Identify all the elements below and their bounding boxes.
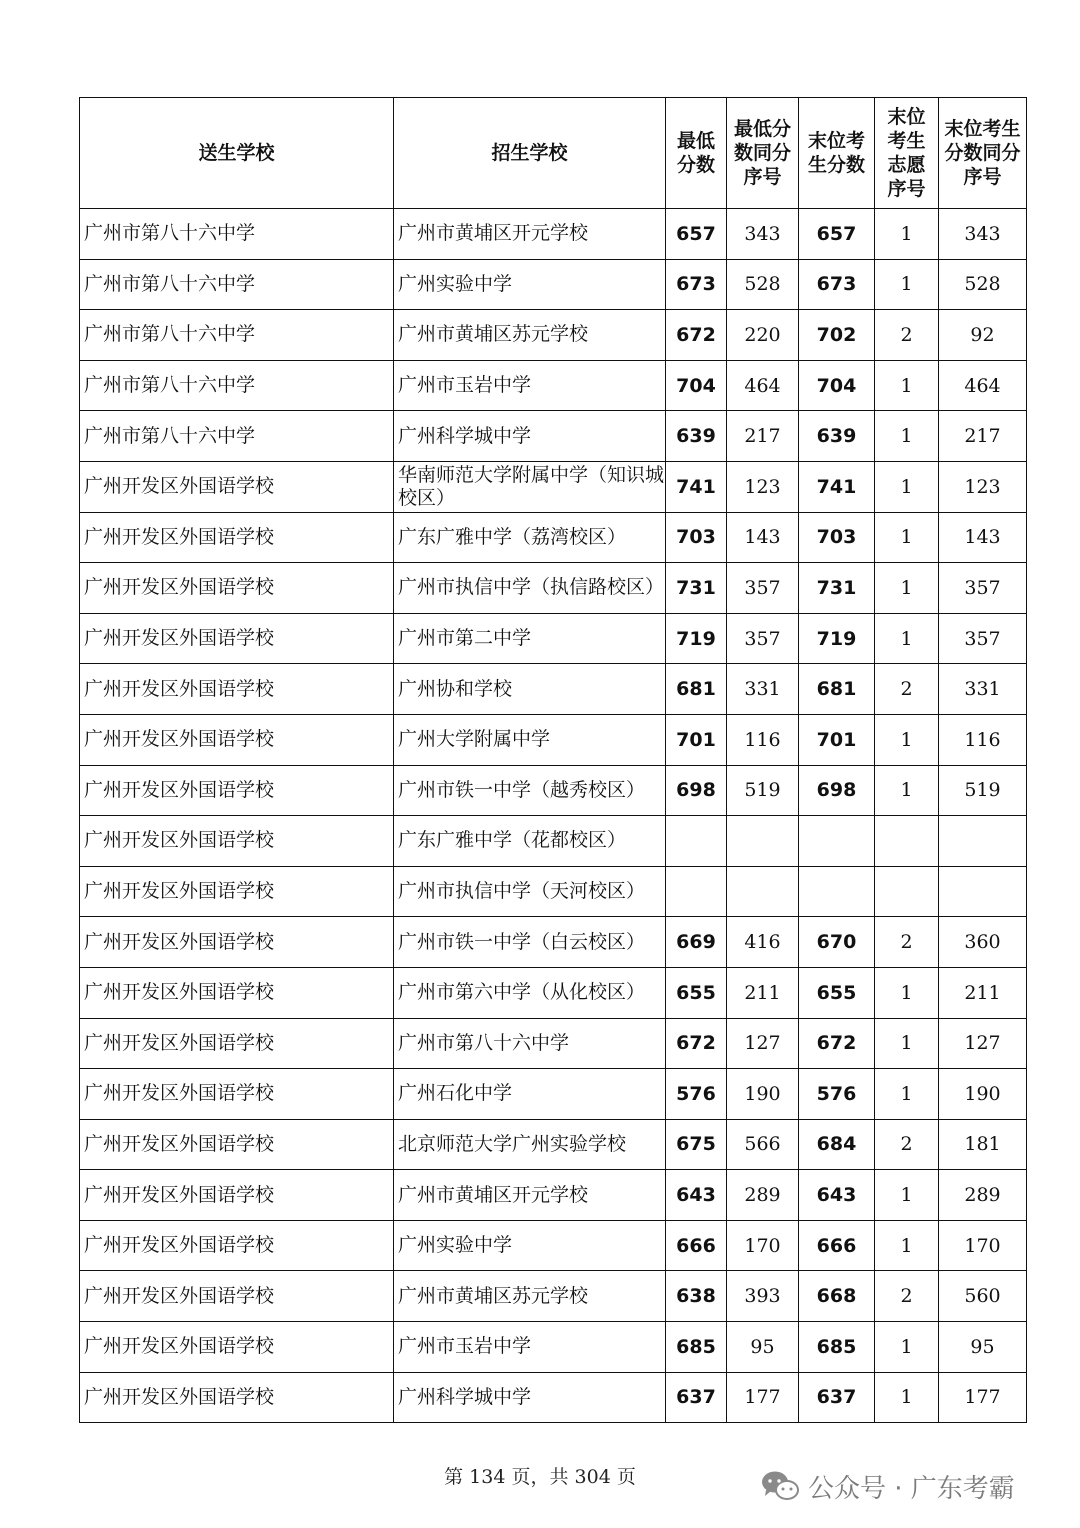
table-row <box>80 967 1027 1018</box>
cell-last-score: 681 <box>799 664 875 715</box>
cell-sending-school: 广州开发区外国语学校 <box>80 967 394 1018</box>
cell-min-score: 637 <box>666 1372 727 1423</box>
table-row <box>80 461 1027 512</box>
table-row <box>80 1220 1027 1271</box>
cell-last-score-rank: 143 <box>939 512 1027 563</box>
cell-last-choice-rank: 1 <box>875 714 939 765</box>
cell-last-score: 643 <box>799 1170 875 1221</box>
cell-admitting-school: 广州市铁一中学（越秀校区） <box>394 765 666 816</box>
cell-last-score: 673 <box>799 259 875 310</box>
header-min-score: 最低分数 <box>666 98 727 209</box>
cell-last-score-rank: 560 <box>939 1271 1027 1322</box>
cell-last-score: 666 <box>799 1220 875 1271</box>
table-row <box>80 411 1027 462</box>
cell-last-choice-rank: 1 <box>875 1018 939 1069</box>
cell-last-score-rank: 181 <box>939 1119 1027 1170</box>
cell-min-score-rank: 357 <box>727 613 799 664</box>
table-row <box>80 1271 1027 1322</box>
cell-last-score: 704 <box>799 360 875 411</box>
cell-last-score-rank: 211 <box>939 967 1027 1018</box>
cell-min-score: 672 <box>666 310 727 361</box>
table-row <box>80 1322 1027 1373</box>
cell-sending-school: 广州开发区外国语学校 <box>80 613 394 664</box>
cell-last-score: 576 <box>799 1069 875 1120</box>
cell-last-score-rank: 331 <box>939 664 1027 715</box>
cell-last-choice-rank: 1 <box>875 411 939 462</box>
cell-admitting-school: 广东广雅中学（荔湾校区） <box>394 512 666 563</box>
cell-min-score-rank: 170 <box>727 1220 799 1271</box>
cell-last-score-rank: 217 <box>939 411 1027 462</box>
cell-min-score: 675 <box>666 1119 727 1170</box>
cell-min-score: 681 <box>666 664 727 715</box>
cell-min-score: 698 <box>666 765 727 816</box>
cell-last-choice-rank: 1 <box>875 360 939 411</box>
cell-min-score-rank: 519 <box>727 765 799 816</box>
cell-min-score-rank: 177 <box>727 1372 799 1423</box>
cell-min-score: 672 <box>666 1018 727 1069</box>
cell-sending-school: 广州开发区外国语学校 <box>80 1018 394 1069</box>
cell-min-score: 703 <box>666 512 727 563</box>
cell-last-score: 668 <box>799 1271 875 1322</box>
cell-last-score-rank: 92 <box>939 310 1027 361</box>
cell-last-choice-rank: 1 <box>875 765 939 816</box>
cell-admitting-school: 广州市执信中学（天河校区） <box>394 866 666 917</box>
cell-last-score-rank: 123 <box>939 461 1027 512</box>
cell-last-choice-rank <box>875 816 939 867</box>
table-body <box>80 209 1027 1423</box>
cell-min-score-rank <box>727 816 799 867</box>
header-min-score-rank: 最低分数同分序号 <box>727 98 799 209</box>
cell-last-choice-rank: 1 <box>875 1322 939 1373</box>
cell-min-score-rank: 331 <box>727 664 799 715</box>
cell-min-score-rank: 566 <box>727 1119 799 1170</box>
cell-sending-school: 广州开发区外国语学校 <box>80 1271 394 1322</box>
cell-admitting-school: 广州市铁一中学（白云校区） <box>394 917 666 968</box>
cell-sending-school: 广州市第八十六中学 <box>80 310 394 361</box>
cell-admitting-school: 广州实验中学 <box>394 259 666 310</box>
table-row <box>80 259 1027 310</box>
table-row <box>80 512 1027 563</box>
cell-last-score-rank: 528 <box>939 259 1027 310</box>
cell-min-score: 657 <box>666 209 727 260</box>
cell-last-choice-rank: 1 <box>875 209 939 260</box>
header-last-score: 末位考生分数 <box>799 98 875 209</box>
cell-last-score-rank: 360 <box>939 917 1027 968</box>
table-row <box>80 866 1027 917</box>
cell-last-score: 702 <box>799 310 875 361</box>
header-last-choice-rank: 末位考生志愿序号 <box>875 98 939 209</box>
cell-last-score: 685 <box>799 1322 875 1373</box>
cell-admitting-school: 广州协和学校 <box>394 664 666 715</box>
cell-last-score-rank: 464 <box>939 360 1027 411</box>
table-row <box>80 1069 1027 1120</box>
header-last-score-rank: 末位考生分数同分序号 <box>939 98 1027 209</box>
cell-sending-school: 广州开发区外国语学校 <box>80 664 394 715</box>
cell-last-choice-rank: 2 <box>875 917 939 968</box>
cell-last-choice-rank: 1 <box>875 512 939 563</box>
header-sending-school: 送生学校 <box>80 98 394 209</box>
table-header-row <box>80 98 1027 209</box>
cell-sending-school: 广州开发区外国语学校 <box>80 765 394 816</box>
cell-sending-school: 广州开发区外国语学校 <box>80 1069 394 1120</box>
cell-min-score-rank: 217 <box>727 411 799 462</box>
table-row <box>80 1119 1027 1170</box>
cell-last-score <box>799 816 875 867</box>
cell-min-score-rank: 127 <box>727 1018 799 1069</box>
cell-last-choice-rank: 2 <box>875 1119 939 1170</box>
cell-sending-school: 广州开发区外国语学校 <box>80 563 394 614</box>
cell-last-choice-rank: 1 <box>875 613 939 664</box>
cell-min-score-rank: 528 <box>727 259 799 310</box>
cell-sending-school: 广州开发区外国语学校 <box>80 1372 394 1423</box>
cell-min-score <box>666 866 727 917</box>
table-row <box>80 1372 1027 1423</box>
cell-admitting-school: 广州市第八十六中学 <box>394 1018 666 1069</box>
cell-admitting-school: 广州市黄埔区苏元学校 <box>394 1271 666 1322</box>
cell-last-score-rank: 170 <box>939 1220 1027 1271</box>
cell-last-score-rank: 343 <box>939 209 1027 260</box>
cell-min-score <box>666 816 727 867</box>
cell-last-choice-rank: 1 <box>875 563 939 614</box>
cell-admitting-school: 广东广雅中学（花都校区） <box>394 816 666 867</box>
cell-last-score-rank: 190 <box>939 1069 1027 1120</box>
cell-admitting-school: 广州大学附属中学 <box>394 714 666 765</box>
cell-min-score-rank: 211 <box>727 967 799 1018</box>
cell-min-score: 638 <box>666 1271 727 1322</box>
cell-last-choice-rank <box>875 866 939 917</box>
cell-min-score: 741 <box>666 461 727 512</box>
cell-min-score-rank: 357 <box>727 563 799 614</box>
cell-admitting-school: 广州市黄埔区苏元学校 <box>394 310 666 361</box>
cell-min-score: 704 <box>666 360 727 411</box>
cell-min-score-rank: 190 <box>727 1069 799 1120</box>
wechat-icon <box>760 1469 800 1503</box>
cell-sending-school: 广州开发区外国语学校 <box>80 461 394 512</box>
cell-min-score-rank: 416 <box>727 917 799 968</box>
cell-last-score-rank: 519 <box>939 765 1027 816</box>
cell-last-score: 657 <box>799 209 875 260</box>
cell-admitting-school: 广州实验中学 <box>394 1220 666 1271</box>
cell-last-score-rank: 289 <box>939 1170 1027 1221</box>
cell-sending-school: 广州市第八十六中学 <box>80 360 394 411</box>
cell-last-choice-rank: 1 <box>875 461 939 512</box>
cell-last-score-rank <box>939 866 1027 917</box>
cell-last-score: 684 <box>799 1119 875 1170</box>
cell-last-score-rank: 95 <box>939 1322 1027 1373</box>
cell-last-choice-rank: 1 <box>875 1069 939 1120</box>
cell-last-score-rank <box>939 816 1027 867</box>
cell-min-score-rank: 464 <box>727 360 799 411</box>
cell-min-score: 576 <box>666 1069 727 1120</box>
cell-min-score: 701 <box>666 714 727 765</box>
cell-admitting-school: 北京师范大学广州实验学校 <box>394 1119 666 1170</box>
cell-admitting-school: 广州市第二中学 <box>394 613 666 664</box>
cell-last-choice-rank: 1 <box>875 259 939 310</box>
cell-sending-school: 广州开发区外国语学校 <box>80 866 394 917</box>
cell-admitting-school: 广州市黄埔区开元学校 <box>394 209 666 260</box>
table-row <box>80 765 1027 816</box>
table-row <box>80 613 1027 664</box>
table-row <box>80 209 1027 260</box>
cell-sending-school: 广州开发区外国语学校 <box>80 816 394 867</box>
cell-last-choice-rank: 2 <box>875 310 939 361</box>
cell-admitting-school: 广州科学城中学 <box>394 411 666 462</box>
admission-score-table <box>79 97 1027 1423</box>
table-row <box>80 1018 1027 1069</box>
cell-min-score-rank: 95 <box>727 1322 799 1373</box>
cell-min-score: 731 <box>666 563 727 614</box>
cell-sending-school: 广州开发区外国语学校 <box>80 512 394 563</box>
cell-last-score: 672 <box>799 1018 875 1069</box>
cell-min-score: 685 <box>666 1322 727 1373</box>
cell-min-score: 639 <box>666 411 727 462</box>
table-row <box>80 310 1027 361</box>
table-row <box>80 816 1027 867</box>
watermark <box>760 1466 1015 1506</box>
cell-admitting-school: 广州石化中学 <box>394 1069 666 1120</box>
cell-min-score-rank: 143 <box>727 512 799 563</box>
cell-last-score-rank: 127 <box>939 1018 1027 1069</box>
cell-last-score: 639 <box>799 411 875 462</box>
cell-last-choice-rank: 1 <box>875 1220 939 1271</box>
cell-last-score-rank: 177 <box>939 1372 1027 1423</box>
cell-min-score-rank: 220 <box>727 310 799 361</box>
cell-min-score-rank: 116 <box>727 714 799 765</box>
cell-last-score: 701 <box>799 714 875 765</box>
cell-last-choice-rank: 2 <box>875 664 939 715</box>
cell-last-choice-rank: 1 <box>875 967 939 1018</box>
cell-min-score-rank: 289 <box>727 1170 799 1221</box>
cell-admitting-school: 广州市执信中学（执信路校区） <box>394 563 666 614</box>
cell-last-choice-rank: 1 <box>875 1372 939 1423</box>
cell-min-score-rank <box>727 866 799 917</box>
cell-sending-school: 广州开发区外国语学校 <box>80 714 394 765</box>
table-row <box>80 664 1027 715</box>
cell-min-score-rank: 123 <box>727 461 799 512</box>
cell-last-choice-rank: 2 <box>875 1271 939 1322</box>
cell-min-score: 655 <box>666 967 727 1018</box>
cell-admitting-school: 华南师范大学附属中学（知识城校区） <box>394 461 666 512</box>
cell-sending-school: 广州开发区外国语学校 <box>80 917 394 968</box>
cell-sending-school: 广州开发区外国语学校 <box>80 1322 394 1373</box>
cell-last-score: 655 <box>799 967 875 1018</box>
cell-last-score: 741 <box>799 461 875 512</box>
header-admitting-school: 招生学校 <box>394 98 666 209</box>
table-row <box>80 1170 1027 1221</box>
cell-last-score: 703 <box>799 512 875 563</box>
cell-last-score: 698 <box>799 765 875 816</box>
cell-sending-school: 广州市第八十六中学 <box>80 259 394 310</box>
cell-min-score: 666 <box>666 1220 727 1271</box>
cell-last-score-rank: 357 <box>939 563 1027 614</box>
cell-admitting-school: 广州市第六中学（从化校区） <box>394 967 666 1018</box>
cell-sending-school: 广州市第八十六中学 <box>80 209 394 260</box>
watermark-text: 公众号 · 广东考霸 <box>808 1473 1015 1504</box>
cell-sending-school: 广州开发区外国语学校 <box>80 1220 394 1271</box>
cell-admitting-school: 广州科学城中学 <box>394 1372 666 1423</box>
cell-admitting-school: 广州市玉岩中学 <box>394 360 666 411</box>
cell-last-choice-rank: 1 <box>875 1170 939 1221</box>
cell-min-score-rank: 343 <box>727 209 799 260</box>
cell-admitting-school: 广州市黄埔区开元学校 <box>394 1170 666 1221</box>
page-number: 第 134 页，共 304 页 <box>444 1466 636 1488</box>
cell-min-score: 719 <box>666 613 727 664</box>
cell-sending-school: 广州市第八十六中学 <box>80 411 394 462</box>
cell-sending-school: 广州开发区外国语学校 <box>80 1170 394 1221</box>
cell-admitting-school: 广州市玉岩中学 <box>394 1322 666 1373</box>
cell-min-score: 673 <box>666 259 727 310</box>
cell-sending-school: 广州开发区外国语学校 <box>80 1119 394 1170</box>
table-row <box>80 563 1027 614</box>
cell-min-score: 643 <box>666 1170 727 1221</box>
cell-last-score <box>799 866 875 917</box>
table-row <box>80 360 1027 411</box>
cell-min-score: 669 <box>666 917 727 968</box>
cell-min-score-rank: 393 <box>727 1271 799 1322</box>
cell-last-score: 731 <box>799 563 875 614</box>
table-row <box>80 917 1027 968</box>
table-row <box>80 714 1027 765</box>
cell-last-score: 670 <box>799 917 875 968</box>
cell-last-score: 637 <box>799 1372 875 1423</box>
cell-last-score-rank: 116 <box>939 714 1027 765</box>
cell-last-score-rank: 357 <box>939 613 1027 664</box>
cell-last-score: 719 <box>799 613 875 664</box>
